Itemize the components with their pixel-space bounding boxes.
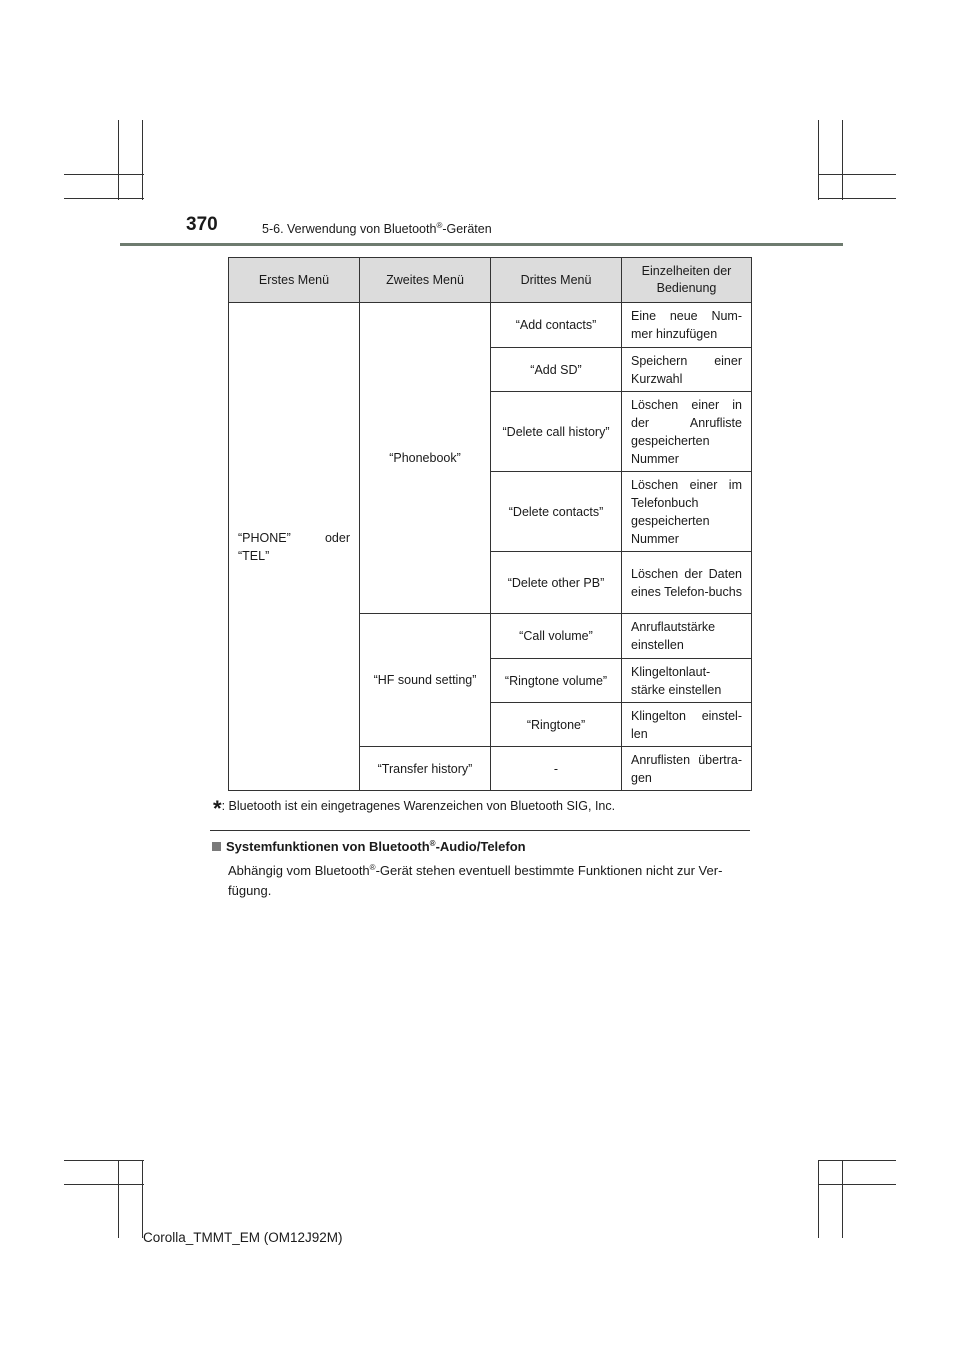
first-menu-cell: “PHONE” oder “TEL” (229, 303, 360, 791)
page-footer: Corolla_TMMT_EM (OM12J92M) (143, 1230, 343, 1245)
third-menu-cell: “Delete other PB” (491, 552, 622, 614)
column-header-second-menu: Zweites Menü (360, 258, 491, 303)
header-rule (120, 243, 843, 246)
crop-mark (818, 174, 896, 175)
footnote (213, 796, 615, 822)
table-header-row (229, 258, 752, 303)
third-menu-cell: - (491, 747, 622, 791)
details-cell: Eine neue Num-mer hinzufügen (622, 303, 752, 348)
second-menu-cell: “Phonebook” (360, 303, 491, 614)
square-bullet-icon (212, 842, 221, 851)
details-cell: Klingeltonlaut-stärke einstellen (622, 659, 752, 703)
column-header-third-menu: Drittes Menü (491, 258, 622, 303)
details-cell: Anruflisten übertra-gen (622, 747, 752, 791)
crop-mark (818, 120, 819, 200)
details-cell: Löschen einer im Telefonbuch gespeicherten Nummer (622, 472, 752, 552)
third-menu-cell: “Add contacts” (491, 303, 622, 348)
third-menu-cell: “Delete contacts” (491, 472, 622, 552)
crop-mark (818, 1184, 896, 1185)
details-cell: Speichern einer Kurzwahl (622, 348, 752, 392)
subsection-body: Abhängig vom Bluetooth®-Gerät stehen eventuell bestimmte Funktionen nicht zur Ver-fügung. (228, 863, 723, 898)
crop-mark (818, 1160, 896, 1161)
second-menu-cell: “Transfer history” (360, 747, 491, 791)
details-cell: Löschen der Daten eines Telefon-buchs (622, 552, 752, 614)
page-number: 370 (186, 214, 218, 235)
third-menu-cell: “Add SD” (491, 348, 622, 392)
section-title: 5-6. Verwendung von Bluetooth®-Geräten (262, 221, 492, 236)
crop-mark (142, 120, 143, 200)
crop-mark (842, 120, 843, 200)
footnote-text: : Bluetooth ist ein eingetragenes Warenzeichen von Bluetooth SIG, Inc. (221, 799, 616, 813)
crop-mark (118, 120, 119, 200)
second-menu-cell: “HF sound setting” (360, 614, 491, 747)
column-header-details: Einzelheiten der Bedienung (622, 258, 752, 303)
crop-mark (64, 174, 144, 175)
column-header-first-menu: Erstes Menü (229, 258, 360, 303)
crop-mark (64, 198, 144, 199)
details-cell: Löschen einer in der Anrufliste gespeicherten Nummer (622, 392, 752, 472)
crop-mark (142, 1160, 143, 1238)
crop-mark (118, 1160, 119, 1238)
footnote-mark: * (213, 796, 222, 821)
table-row (229, 303, 752, 348)
crop-mark (818, 1160, 819, 1238)
subsection-heading: Systemfunktionen von Bluetooth®-Audio/Telefon (212, 839, 526, 854)
details-cell: Klingelton einstel-len (622, 703, 752, 747)
details-cell: Anruflautstärke einstellen (622, 614, 752, 659)
crop-mark (818, 198, 896, 199)
crop-mark (842, 1160, 843, 1238)
menu-table (228, 257, 752, 791)
third-menu-cell: “Call volume” (491, 614, 622, 659)
third-menu-cell: “Ringtone” (491, 703, 622, 747)
third-menu-cell: “Ringtone volume” (491, 659, 622, 703)
third-menu-cell: “Delete call history” (491, 392, 622, 472)
section-rule (210, 830, 750, 831)
crop-mark (64, 1160, 144, 1161)
crop-mark (64, 1184, 144, 1185)
